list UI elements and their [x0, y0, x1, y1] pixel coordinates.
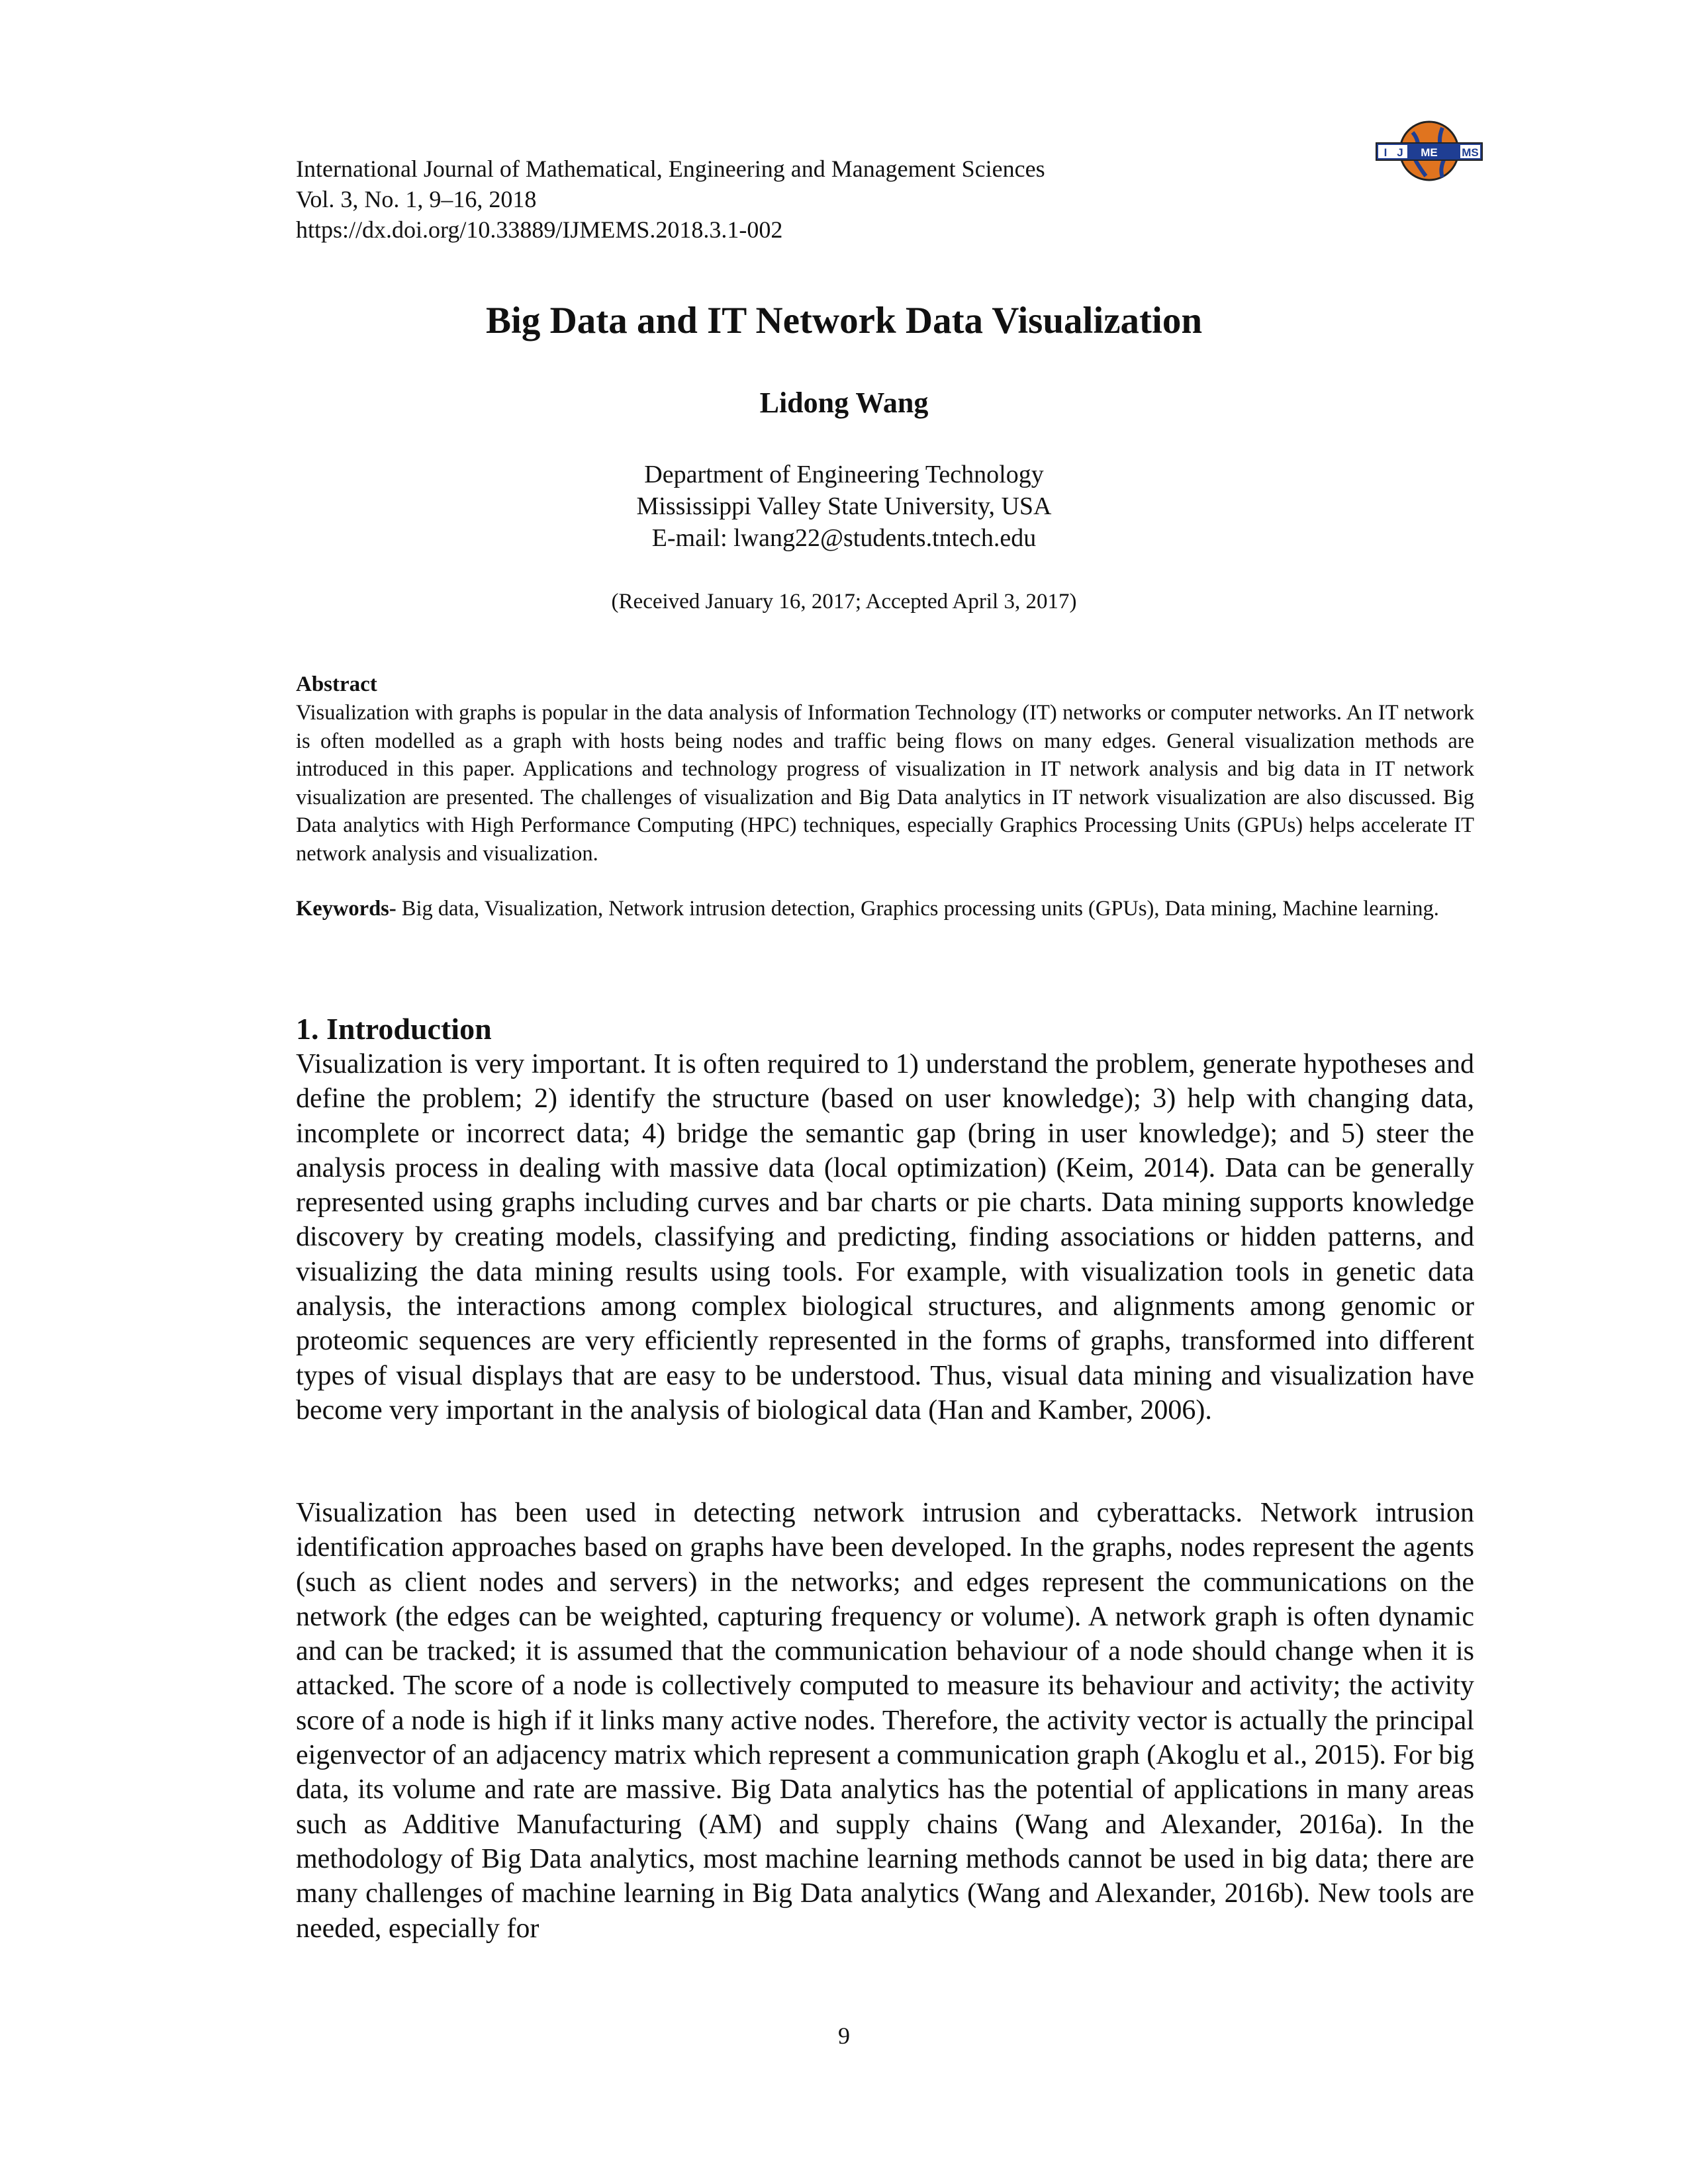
page-number: 9	[838, 2023, 850, 2049]
logo-letters-ms: MS	[1462, 146, 1479, 159]
affiliation-email: E-mail: lwang22@students.tntech.edu	[651, 524, 1037, 552]
journal-volume: Vol. 3, No. 1, 9–16, 2018	[296, 186, 537, 212]
abstract-text: Visualization with graphs is popular in the data analysis of Information Technology (IT) networks or computer networks. An IT network is often modelled as a graph with hosts being nodes and traffic being flows on many edges. General visualization methods are introduced in this paper. Applications and technology progress of visualization in IT network analysis and big data in IT network visualization are presented. The challenges of visualization and Big Data analytics in IT network visualization are also discussed. Big Data analytics with High Performance Computing (HPC) techniques, especially Graphics Processing Units (GPUs) helps accelerate IT network analysis and visualization.	[296, 701, 1474, 866]
affiliation	[0, 459, 1688, 554]
logo-letter-j: J	[1397, 146, 1403, 159]
ijmems-logo-icon	[1373, 118, 1485, 184]
received-dates: (Received January 16, 2017; Accepted April 3, 2017)	[611, 590, 1077, 614]
abstract-section	[296, 670, 1474, 868]
affiliation-department: Department of Engineering Technology	[644, 461, 1044, 488]
journal-name: International Journal of Mathematical, Engineering and Management Sciences	[296, 156, 1045, 182]
author-name: Lidong Wang	[759, 387, 929, 419]
journal-logo	[1373, 118, 1485, 184]
body-paragraph	[296, 1047, 1474, 1428]
journal-header	[296, 154, 1045, 245]
keywords-paragraph	[296, 895, 1474, 923]
journal-doi: https://dx.doi.org/10.33889/IJMEMS.2018.3.1-002	[296, 216, 783, 243]
abstract-heading: Abstract	[296, 672, 377, 696]
keywords-text: Big data, Visualization, Network intrusion detection, Graphics processing units (GPUs), Data mining, Machine learning.	[396, 897, 1439, 921]
intro-paragraph-2: Visualization has been used in detecting network intrusion and cyberattacks. Network intrusion identification approaches based on graphs have been developed. In the graphs, nodes represent the agents (such as client nodes and servers) in the networks; and edges represent the communications on the network (the edges can be weighted, capturing frequency or volume). A network graph is often dynamic and can be tracked; it is assumed that the communication behaviour of a node should change when it is attacked. The score of a node is collectively computed to measure its behaviour and activity; the activity score of a node is high if it links many active nodes. Therefore, the activity vector is actually the principal eigenvector of an adjacency matrix which represent a communication graph (Akoglu et al., 2015). For big data, its volume and rate are massive. Big Data analytics has the potential of applications in many areas such as Additive Manufacturing (AM) and supply chains (Wang and Alexander, 2016a). In the methodology of Big Data analytics, most machine learning methods cannot be used in big data; there are many challenges of machine learning in Big Data analytics (Wang and Alexander, 2016b). New tools are needed, especially for	[296, 1498, 1474, 1944]
paper-title: Big Data and IT Network Data Visualization	[485, 300, 1203, 341]
logo-letters-me: ME	[1421, 146, 1438, 159]
section-heading-introduction: 1. Introduction	[296, 1012, 492, 1046]
logo-letter-i: I	[1383, 146, 1387, 159]
intro-paragraph-1: Visualization is very important. It is often required to 1) understand the problem, generate hypotheses and define the problem; 2) identify the structure (based on user knowledge); 3) help with changing data, incomplete or incorrect data; 4) bridge the semantic gap (bring in user knowledge); and 5) steer the analysis process in dealing with massive data (local optimization) (Keim, 2014). Data can be generally represented using graphs including curves and bar charts or pie charts. Data mining supports knowledge discovery by creating models, classifying and predicting, finding associations or hidden patterns, and visualizing the data mining results using tools. For example, with visualization tools in genetic data analysis, the interactions among complex biological structures, and alignments among genomic or proteomic sequences are very efficiently represented in the forms of graphs, transformed into different types of visual displays that are easy to be understood. Thus, visual data mining and visualization have become very important in the analysis of biological data (Han and Kamber, 2006).	[296, 1049, 1474, 1426]
keywords-section	[296, 895, 1474, 923]
keywords-label: Keywords-	[296, 897, 397, 921]
body-paragraph	[296, 1496, 1474, 1946]
affiliation-university: Mississippi Valley State University, USA	[636, 492, 1052, 520]
